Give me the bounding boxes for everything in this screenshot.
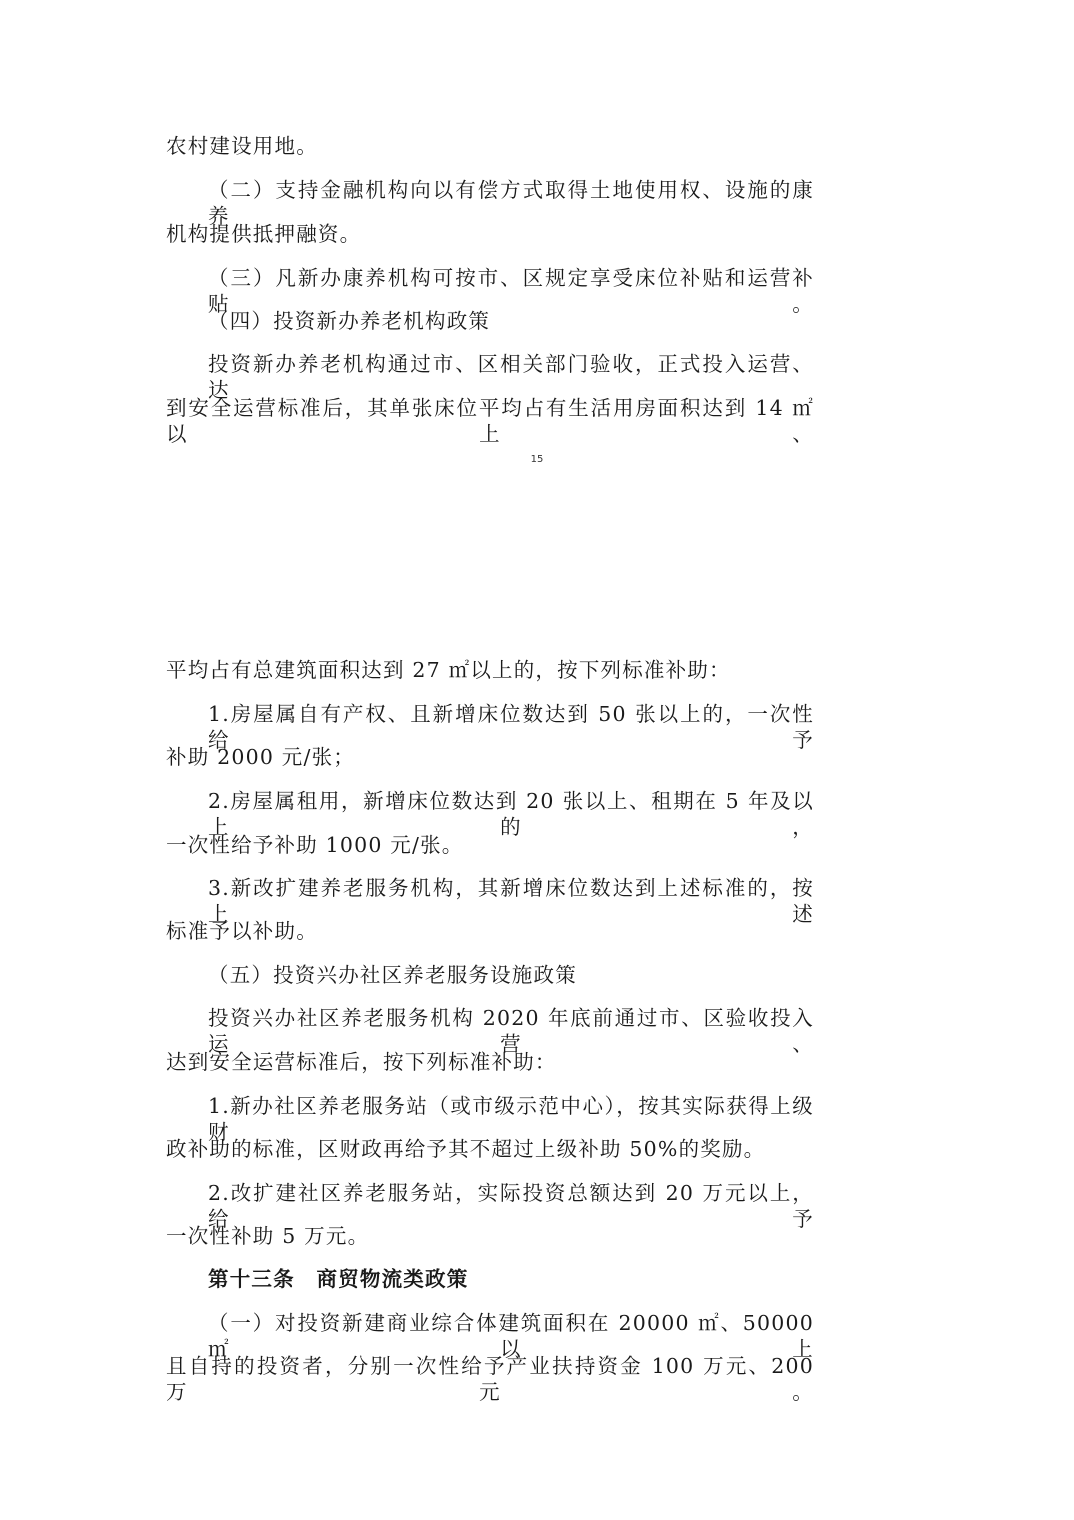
text-line: 农村建设用地。 [166, 134, 318, 158]
text-line: （二）支持金融机构向以有偿方式取得土地使用权、设施的康养 [208, 178, 814, 228]
text-line: 投资兴办社区养老服务机构 2020 年底前通过市、区验收投入运营、 [208, 1006, 814, 1056]
text-line: 投资新办养老机构通过市、区相关部门验收，正式投入运营、达 [208, 352, 814, 402]
text-line: 到安全运营标准后，其单张床位平均占有生活用房面积达到 14 ㎡以上、 [166, 396, 814, 446]
text-line: 且自持的投资者，分别一次性给予产业扶持资金 100 万元、200 万元。 [166, 1354, 814, 1404]
text-line: 一次性补助 5 万元。 [166, 1224, 370, 1248]
text-line: 标准予以补助。 [166, 919, 318, 943]
text-line: 3.新改扩建养老服务机构，其新增床位数达到上述标准的，按上述 [208, 876, 814, 926]
text-line: 机构提供抵押融资。 [166, 222, 362, 246]
text-line: 2.改扩建社区养老服务站，实际投资总额达到 20 万元以上，给予 [208, 1181, 814, 1231]
article-heading: 第十三条 商贸物流类政策 [208, 1267, 469, 1291]
page-number: 15 [530, 454, 544, 465]
text-line: 1.房屋属自有产权、且新增床位数达到 50 张以上的，一次性给予 [208, 702, 814, 752]
section-heading: （五）投资兴办社区养老服务设施政策 [208, 963, 577, 987]
text-line: 政补助的标准，区财政再给予其不超过上级补助 50%的奖励。 [166, 1137, 766, 1161]
text-line: 2.房屋属租用，新增床位数达到 20 张以上、租期在 5 年及以上的， [208, 789, 814, 839]
text-line: 补助 2000 元/张； [166, 745, 356, 769]
text-line: （一）对投资新建商业综合体建筑面积在 20000 ㎡、50000 ㎡以上 [208, 1311, 814, 1361]
text-line: （三）凡新办康养机构可按市、区规定享受床位补贴和运营补贴。 [208, 266, 814, 316]
text-line: 1.新办社区养老服务站（或市级示范中心），按其实际获得上级财 [208, 1094, 814, 1144]
section-heading: （四）投资新办养老机构政策 [208, 309, 491, 333]
text-line: 达到安全运营标准后，按下列标准补助： [166, 1050, 557, 1074]
text-line: 平均占有总建筑面积达到 27 ㎡以上的，按下列标准补助： [166, 658, 731, 682]
text-line: 一次性给予补助 1000 元/张。 [166, 833, 464, 857]
